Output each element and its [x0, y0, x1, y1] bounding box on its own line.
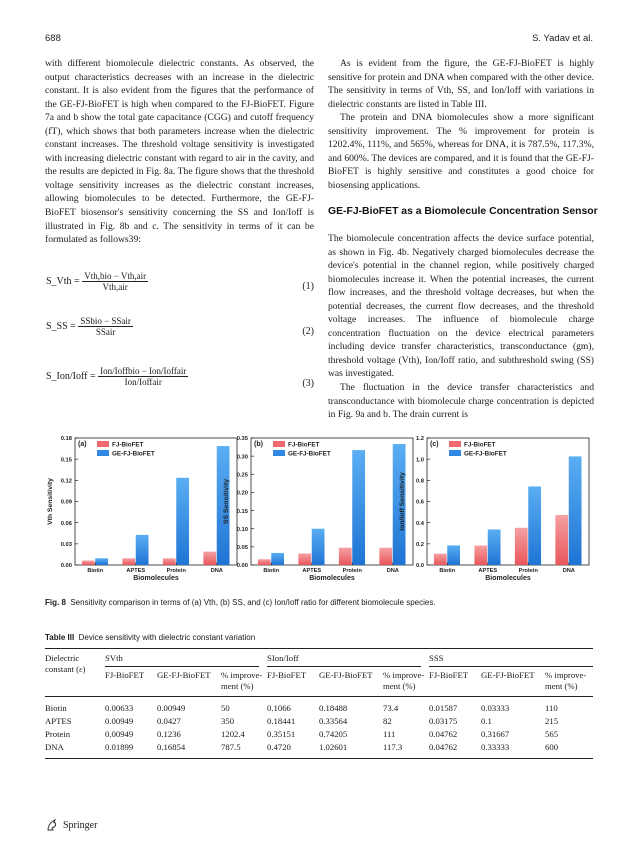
legend-swatch	[449, 450, 461, 456]
chart-b-svg	[218, 430, 418, 590]
table-cell: 0.1236	[157, 729, 181, 739]
x-axis-label: Biomolecules	[309, 575, 355, 582]
table-cell: 0.35151	[267, 729, 296, 739]
table-cell: 600	[545, 742, 559, 752]
bar-ge-dna	[569, 456, 582, 565]
table-group-header: SSS	[429, 653, 593, 667]
left-paragraph-1: with different biomolecule dielectric constants. As observed, the output characteristics decreases with an increase in the dielectric constant. It is also evident from the figures that the performance of the GE-FJ-BioFET is high when compared to the FJ-BioFET. Figure 7a and b show the total gate capacitance (CGG) and cutoff frequency (fT), which shows that both parameters increase when the dielectric constant increases. The threshold voltage sensitivity is investigated with increasing dielectric constant with regard to air in the cavity, and the results are depicted in Fig. 8a. The figure shows that the threshold voltage sensitivity increases as the dielectric constant increases, allowing biomolecules to be detected. Furthermore, the GE-FJ-BioFET biosensor's sensitivity concerning the SS and Ion/Ioff is illustrated in Fig. 8b and c. The sensitivity in terms of it can be formulated as follows39:	[45, 58, 314, 246]
equation-3-lhs: S_Ion/Ioff =	[46, 370, 96, 382]
y-tick-label: 0.00	[60, 563, 72, 570]
bar-ge-biotin	[95, 558, 108, 565]
bar-fj-aptes	[474, 545, 487, 565]
chart-c-svg	[394, 430, 594, 590]
equation-1-denominator: Vth,air	[102, 282, 128, 292]
table-label: Table III	[45, 633, 75, 642]
bar-fj-biotin	[82, 561, 95, 565]
table-cell: 0.31667	[481, 729, 510, 739]
table-cell: 787.5	[221, 742, 241, 752]
x-tick-label: APTES	[478, 568, 498, 574]
x-tick-label: DNA	[562, 568, 575, 574]
y-tick-label: 0.15	[60, 457, 72, 464]
legend-label: GE-FJ-BioFET	[288, 450, 331, 458]
table-row	[45, 714, 593, 727]
y-tick-label: 0.6	[415, 499, 424, 506]
table-group-header: SVth	[105, 653, 259, 667]
bar-fj-dna	[555, 515, 568, 565]
chart-a-svg	[42, 430, 242, 590]
bar-ge-biotin	[447, 545, 460, 565]
equation-3	[46, 366, 314, 410]
section-title: GE-FJ-BioFET as a Biomolecule Concentration Sensor	[328, 206, 598, 217]
legend-label: FJ-BioFET	[288, 441, 320, 449]
x-tick-label: Biotin	[439, 568, 456, 574]
chart-b	[218, 430, 418, 590]
table-row-label: DNA	[45, 742, 64, 752]
table-cell: 50	[221, 703, 230, 713]
y-axis-label: Ion/Ioff Sensitivity	[399, 472, 406, 531]
panel-label: (c)	[430, 441, 439, 448]
equation-1-fraction	[82, 271, 148, 292]
table-subheader: FJ-BioFET	[105, 670, 145, 680]
equation-3-denominator: Ion/Ioffair	[124, 377, 162, 387]
table-cell: 0.18441	[267, 716, 296, 726]
table-cell: 0.33333	[481, 742, 510, 752]
table-cell: 0.00949	[105, 729, 134, 739]
x-tick-label: Protein	[342, 568, 362, 574]
table-cell: 1.02601	[319, 742, 348, 752]
equation-1-number: (1)	[302, 281, 314, 292]
x-tick-label: Protein	[166, 568, 186, 574]
bar-fj-protein	[339, 548, 352, 565]
bar-ge-aptes	[136, 535, 149, 565]
equation-3-fraction	[98, 366, 188, 387]
x-tick-label: DNA	[210, 568, 223, 574]
right-paragraph-3: The biomolecule concentration affects the device surface potential, as shown in Fig. 4b. Negatively charged biomolecules decrease the device's potential in the channel region, while positively charged biomolecules increase it. When the potential increases, the current flow increases, and the threshold voltage decreases, but when the potential decreases, the current flow decreases, and the threshold voltage increases. The influence of biomolecule charge concentration fluctuation on the device electrical parameters including device transfer characteristics, transconductance (gm), threshold voltage (Vth), Ion/Ioff ratio, and subthreshold swing (SS) was investigated.	[328, 233, 594, 380]
table-row-label: Protein	[45, 729, 71, 739]
table-subheader: GE-FJ-BioFET	[481, 670, 535, 680]
equation-2-number: (2)	[302, 326, 314, 337]
bar-ge-aptes	[488, 529, 501, 565]
panel-label: (a)	[78, 441, 87, 448]
table-cell: 110	[545, 703, 558, 713]
legend-label: FJ-BioFET	[112, 441, 144, 449]
table-cell: 215	[545, 716, 559, 726]
bar-fj-protein	[163, 558, 176, 565]
right-paragraph-4: The fluctuation in the device transfer characteristics and transconductance with biomolecule charge concentration is depicted in Fig. 9a and b. The drain current is	[328, 382, 594, 421]
legend-swatch	[97, 441, 109, 447]
equation-3-number: (3)	[302, 378, 314, 389]
table-cell: 0.33564	[319, 716, 348, 726]
publisher-name: Springer	[63, 819, 98, 831]
x-tick-label: Biotin	[87, 568, 104, 574]
legend-swatch	[97, 450, 109, 456]
table-cell: 0.01899	[105, 742, 134, 752]
table-row	[45, 727, 593, 740]
y-tick-label: 0.09	[60, 499, 72, 506]
table-cell: 0.74205	[319, 729, 348, 739]
y-tick-label: 0.8	[415, 478, 424, 485]
equation-2	[46, 316, 314, 360]
y-tick-label: 0.12	[60, 478, 72, 485]
equation-3-numerator: Ion/Ioffbio − Ion/Ioffair	[100, 366, 187, 376]
bar-fj-aptes	[298, 553, 311, 565]
table-cell: 0.04762	[429, 729, 458, 739]
bar-fj-aptes	[122, 558, 135, 565]
page-number: 688	[45, 33, 61, 44]
right-column-top	[328, 57, 594, 192]
x-tick-label: Protein	[518, 568, 538, 574]
legend-label: GE-FJ-BioFET	[112, 450, 155, 458]
table-cell: 0.04762	[429, 742, 458, 752]
y-tick-label: 0.10	[236, 526, 248, 533]
table-title	[45, 633, 255, 642]
table-row-label: Biotin	[45, 703, 67, 713]
right-paragraph-1: As is evident from the figure, the GE-FJ-BioFET is highly sensitive for protein and DNA when compared with the other device. The sensitivity in terms of Vth, SS, and Ion/Ioff with variations in dielectric constants are listed in Table III.	[328, 58, 594, 110]
y-tick-label: 1.2	[415, 436, 424, 443]
x-tick-label: APTES	[126, 568, 146, 574]
table-cell: 117.3	[383, 742, 403, 752]
equation-1-numerator: Vth,bio − Vth,air	[84, 271, 147, 281]
table-cell: 0.0427	[157, 716, 181, 726]
table-body	[45, 697, 593, 759]
y-tick-label: 0.20	[236, 490, 248, 497]
table-subheader: % improve- ment (%)	[221, 670, 263, 691]
figure-caption	[45, 598, 436, 607]
springer-horse-icon	[45, 818, 59, 832]
left-column	[45, 57, 314, 247]
sensitivity-table	[45, 648, 593, 759]
table-cell: 0.00949	[105, 716, 134, 726]
table-subheader: FJ-BioFET	[429, 670, 469, 680]
x-axis-label: Biomolecules	[133, 575, 179, 582]
equation-2-numerator: SSbio − SSair	[80, 316, 131, 326]
y-tick-label: 1.0	[415, 457, 424, 464]
table-cell: 0.01587	[429, 703, 458, 713]
table-subheader: % improve- ment (%)	[545, 670, 587, 691]
table-cell: 0.1066	[267, 703, 291, 713]
bar-fj-dna	[203, 552, 216, 565]
table-row	[45, 740, 593, 759]
table-cell: 0.4720	[267, 742, 291, 752]
equation-1	[46, 271, 314, 315]
bar-ge-protein	[176, 478, 189, 565]
chart-c	[394, 430, 594, 590]
table-cell: 111	[383, 729, 396, 739]
bar-ge-protein	[528, 486, 541, 565]
y-tick-label: 0.18	[60, 436, 72, 443]
bar-ge-protein	[352, 450, 365, 565]
equation-2-fraction	[78, 316, 133, 337]
table-cell: 0.00949	[157, 703, 186, 713]
x-tick-label: Biotin	[263, 568, 280, 574]
table-cell: 0.1	[481, 716, 492, 726]
table-cell: 0.03175	[429, 716, 458, 726]
x-tick-label: APTES	[302, 568, 322, 574]
y-tick-label: 0.25	[236, 472, 248, 479]
right-paragraph-2: The protein and DNA biomolecules show a more significant sensitivity improvement. The % improvement for protein is 1202.4%, 111%, and 565%, whereas for DNA, it is 787.5%, 117.3%, and 600%. The devices are compared, and it is found that the GE-FJ-BioFET is highly sensitive and constitutes a good choice for biosensing applications.	[328, 112, 594, 191]
equation-2-denominator: SSair	[95, 327, 116, 337]
bar-fj-biotin	[258, 559, 271, 565]
y-tick-label: 0.03	[60, 542, 72, 549]
y-tick-label: 0.2	[415, 542, 424, 549]
table-cell: 0.03333	[481, 703, 510, 713]
y-tick-label: 0.15	[236, 508, 248, 515]
table-cell: 565	[545, 729, 559, 739]
y-tick-label: 0.35	[236, 436, 248, 443]
x-axis-label: Biomolecules	[485, 575, 531, 582]
table-row	[45, 697, 593, 715]
table-cell: 82	[383, 716, 392, 726]
table-cell: 0.16854	[157, 742, 186, 752]
y-axis-label: SS Sensitivity	[223, 479, 230, 524]
bar-fj-protein	[515, 528, 528, 565]
right-column-bottom	[328, 232, 594, 422]
table-corner: Dielectric constant (ε)	[45, 653, 86, 674]
chart-a	[42, 430, 242, 590]
table-cell: 0.00633	[105, 703, 134, 713]
table-cell: 1202.4	[221, 729, 245, 739]
bar-fj-biotin	[434, 554, 447, 565]
x-tick-label: DNA	[386, 568, 399, 574]
table-subheader: % improve- ment (%)	[383, 670, 425, 691]
y-tick-label: 0.00	[236, 563, 248, 570]
table-group-header: SIon/Ioff	[267, 653, 421, 667]
figure-caption-label: Fig. 8	[45, 598, 66, 607]
bar-fj-dna	[379, 548, 392, 565]
figure-caption-text: Sensitivity comparison in terms of (a) Vth, (b) SS, and (c) Ion/Ioff ratio for different biomolecule species.	[70, 598, 436, 607]
legend-swatch	[273, 441, 285, 447]
y-axis-label: Vth Sensitivity	[47, 478, 54, 525]
y-tick-label: 0.06	[60, 520, 72, 527]
running-authors: S. Yadav et al.	[532, 33, 593, 44]
equation-1-lhs: S_Vth =	[46, 275, 80, 287]
y-tick-label: 0.05	[236, 545, 248, 552]
table-cell: 350	[221, 716, 235, 726]
table-title-text: Device sensitivity with dielectric constant variation	[78, 633, 256, 642]
y-tick-label: 0.0	[415, 563, 424, 570]
table-cell: 73.4	[383, 703, 399, 713]
table-subheader: GE-FJ-BioFET	[157, 670, 211, 680]
y-tick-label: 0.30	[236, 454, 248, 461]
bar-ge-aptes	[312, 529, 325, 565]
equation-2-lhs: S_SS =	[46, 320, 76, 332]
legend-swatch	[273, 450, 285, 456]
table-row-label: APTES	[45, 716, 72, 726]
table-cell: 0.18488	[319, 703, 348, 713]
bar-ge-biotin	[271, 553, 284, 565]
y-tick-label: 0.4	[415, 520, 424, 527]
table-subheader: FJ-BioFET	[267, 670, 307, 680]
panel-label: (b)	[254, 441, 263, 448]
legend-label: GE-FJ-BioFET	[464, 450, 507, 458]
plot-frame	[251, 438, 413, 565]
plot-frame	[75, 438, 237, 565]
legend-swatch	[449, 441, 461, 447]
legend-label: FJ-BioFET	[464, 441, 496, 449]
table-subheader: GE-FJ-BioFET	[319, 670, 373, 680]
footer	[45, 818, 97, 832]
